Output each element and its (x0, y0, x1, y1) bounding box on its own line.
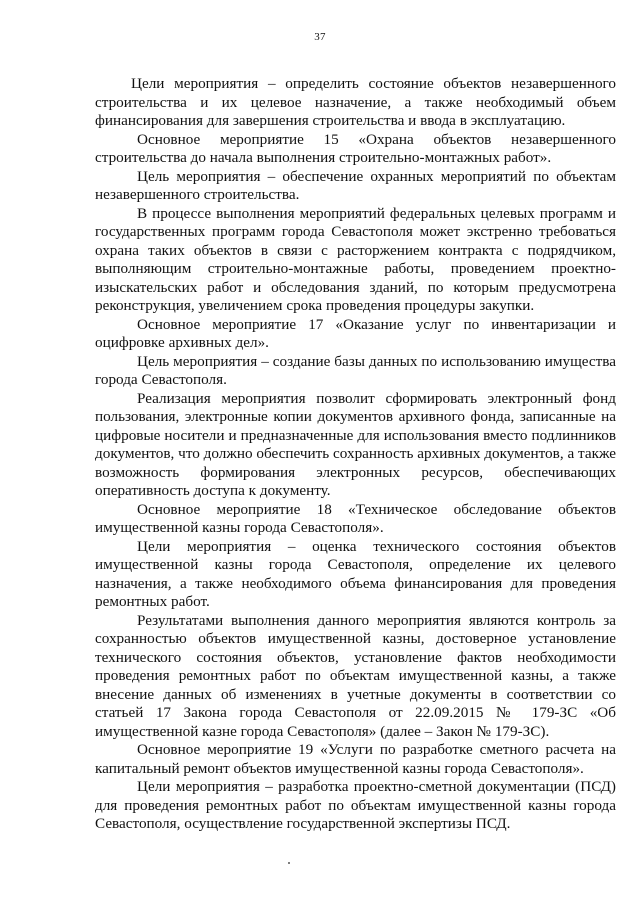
paragraph-3: Цель мероприятия – обеспечение охранных мероприятий по объектам незавершенного строительства. (95, 167, 616, 203)
paragraph-2: Основное мероприятие 15 «Охрана объектов незавершенного строительства до начала выполнения строительно-монтажных работ». (95, 130, 616, 166)
paragraph-5: Основное мероприятие 17 «Оказание услуг по инвентаризации и оцифровке архивных дел». (95, 315, 616, 351)
document-body (95, 75, 616, 834)
paragraph-8: Основное мероприятие 18 «Техническое обследование объектов имущественной казны города Севастополя». (95, 500, 616, 536)
paragraph-7: Реализация мероприятия позволит сформировать электронный фонд пользования, электронные копии документов архивного фонда, записанные на цифровые носители и предназначенные для использования вместо подлинников документов, что должно обеспечить сохранность архивных документов, а также возможность формирования электронных ресурсов, обеспечивающих оперативность доступа к документу. (95, 389, 616, 499)
paragraph-4: В процессе выполнения мероприятий федеральных целевых программ и государственных программ города Севастополя может экстренно требоваться охрана таких объектов в связи с расторжением контракта с подрядчиком, выполняющим строительно-монтажные работы, проведением проектно-изыскательских работ и обследования зданий, по которым предусмотрена реконструкция, увеличением срока проведения процедуры закупки. (95, 204, 616, 314)
paragraph-12: Цели мероприятия – разработка проектно-сметной документации (ПСД) для проведения ремонтных работ по объектам имущественной казны города Севастополя, осуществление государственной экспертизы ПСД. (95, 778, 616, 832)
paragraph-11: Основное мероприятие 19 «Услуги по разработке сметного расчета на капитальный ремонт объектов имущественной казны города Севастополя». (95, 741, 616, 777)
scan-speck (288, 862, 290, 864)
paragraph-9: Цели мероприятия – оценка технического состояния объектов имущественной казны города Севастополя, определение их целевого назначения, а также необходимого объема финансирования для проведения ремонтных работ. (95, 537, 616, 610)
page-number: 37 (314, 31, 326, 43)
paragraph-1: Цели мероприятия – определить состояние объектов незавершенного строительства и их целевое назначение, а также необходимый объем финансирования для завершения строительства и ввода в эксплуатацию. (95, 75, 616, 129)
paragraph-6: Цель мероприятия – создание базы данных по использованию имущества города Севастополя. (95, 352, 616, 388)
paragraph-10: Результатами выполнения данного мероприятия являются контроль за сохранностью объектов имущественной казны, достоверное установление технического состояния объектов, установление фактов необходимости проведения ремонтных работ по объектам имущественной казны, а также внесение данных об изменениях в учетные документы в соответствии со статьей 17 Закона города Севастополя от 22.09.2015 № 179-ЗС «Об имущественной казне города Севастополя» (далее – Закон № 179-ЗС). (95, 611, 616, 740)
